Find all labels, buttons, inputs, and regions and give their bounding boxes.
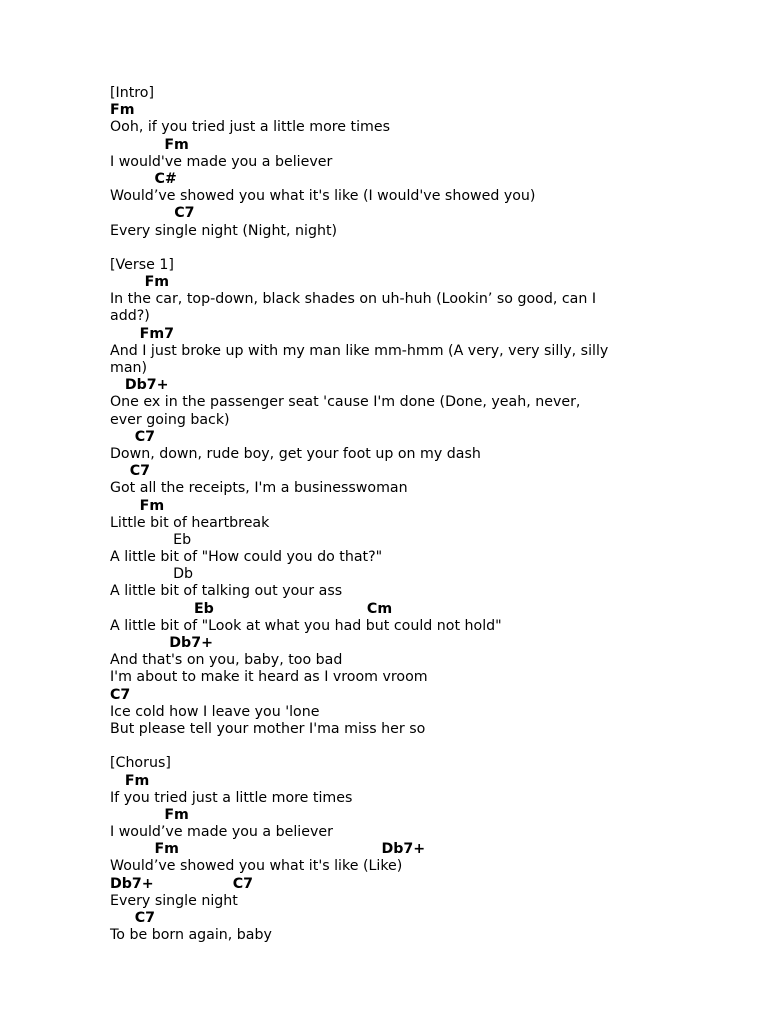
lyric-line: A little bit of talking out your ass (110, 583, 343, 600)
chord-line: Eb Cm (110, 600, 393, 617)
chord-line: C7 (110, 910, 155, 926)
lyric-line: Would’ve showed you what it's like (I would've showed you) (110, 188, 536, 205)
lyric-line: Down, down, rude boy, get your foot up on my dash (110, 445, 481, 462)
lyric-line: man) (110, 360, 148, 376)
lyric-line: Ooh, if you tried just a little more times (110, 119, 390, 136)
chord-line: Fm (110, 274, 170, 291)
lyric-line: Every single night (Night, night) (110, 222, 338, 239)
lyric-line: A little bit of "Look at what you had but could not hold" (110, 617, 502, 634)
lyric-line: Every single night (110, 892, 238, 909)
chord-line: Db7+ (110, 635, 213, 651)
lyric-line: And that's on you, baby, too bad (110, 652, 343, 669)
chord-line: Fm7 (110, 325, 174, 342)
chord-line: Db7+ C7 (110, 875, 254, 892)
lyric-line: To be born again, baby (110, 927, 272, 944)
lyric-line: add?) (110, 308, 150, 325)
chord-line: C7 (110, 428, 155, 445)
lyric-line: And I just broke up with my man like mm-hmm (A very, very silly, silly (110, 342, 609, 359)
chord-line: Db7+ (110, 377, 169, 394)
chord-line: C# (110, 170, 177, 187)
chord-line: Fm (110, 497, 165, 514)
lyric-line: I would've made you a believer (110, 153, 333, 170)
chord-line: Fm (110, 772, 150, 789)
chord-sheet (110, 85, 670, 944)
lyric-line: If you tried just a little more times (110, 789, 353, 806)
section-header: [Verse 1] (110, 256, 174, 273)
lyric-line: In the car, top-down, black shades on uh-huh (Lookin’ so good, can I (110, 291, 597, 308)
lyric-line: Ice cold how I leave you 'lone (110, 703, 320, 720)
lyric-line: A little bit of "How could you do that?" (110, 549, 383, 566)
chord-line: Fm (110, 136, 189, 153)
chord-line: C7 (110, 686, 131, 703)
chord-line: Fm (110, 806, 189, 823)
section-header: [Chorus] (110, 755, 171, 772)
chord-line: Fm Db7+ (110, 841, 426, 858)
lyric-line: Eb (110, 531, 192, 548)
lyric-line: Would’ve showed you what it's like (Like) (110, 858, 403, 875)
blank-line (110, 738, 670, 755)
lyric-line: One ex in the passenger seat 'cause I'm done (Done, yeah, never, (110, 394, 581, 411)
lyric-line: Db (110, 566, 194, 583)
blank-line (110, 240, 670, 257)
lyric-line: Little bit of heartbreak (110, 514, 270, 531)
lyric-line: ever going back) (110, 411, 230, 428)
chord-line: C7 (110, 463, 151, 480)
lyric-line: Got all the receipts, I'm a businesswoman (110, 480, 408, 497)
section-header: [Intro] (110, 85, 155, 101)
lyric-line: But please tell your mother I'ma miss her so (110, 720, 426, 737)
lyric-line: I would’ve made you a believer (110, 824, 333, 841)
lyric-line: I'm about to make it heard as I vroom vroom (110, 669, 428, 686)
chord-line: Fm (110, 102, 135, 119)
chord-line: C7 (110, 205, 195, 222)
